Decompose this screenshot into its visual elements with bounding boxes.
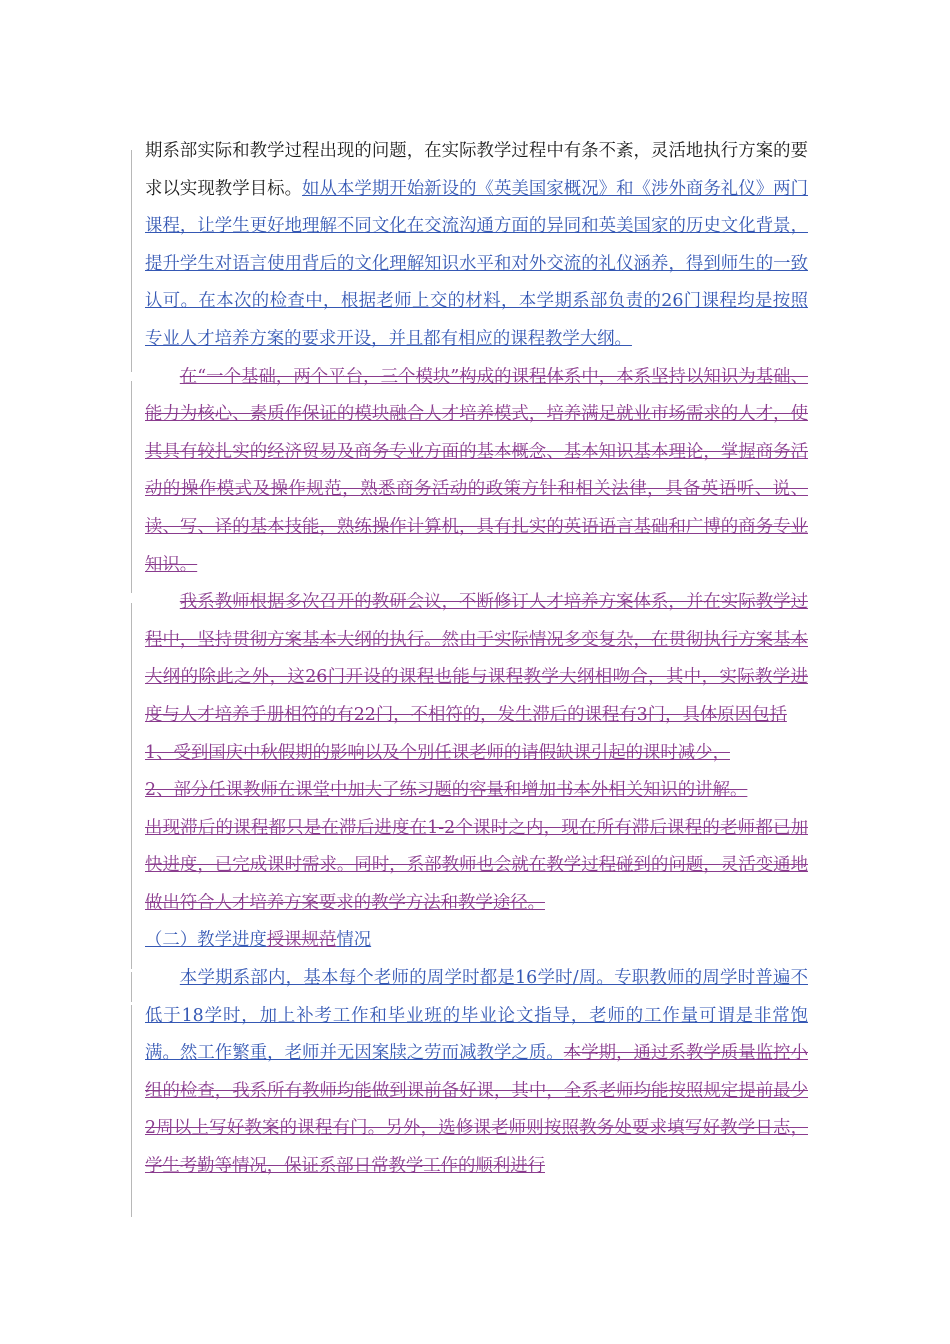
section-heading [145, 922, 808, 960]
inserted-text: 如从本学期开始新设的《英美国家概况》和《涉外商务礼仪》两门课程，让学生更好地理解不同文化在交流沟通方面的异同和英美国家的历史文化背景，提升学生对语言使用背后的文化理解知识水平和对外交流的礼仪涵养，得到师生的一致认可。在本次的检查中，根据老师上交的材料，本学期系部负责的26门课程均是按照专业人才培养方案的要求开设，并且都有相应的课程教学大纲。 [145, 178, 808, 349]
paragraph-3 [145, 584, 808, 734]
plain-text: 期系部实际和教学过程出现的问题，在实际教学过程中有条不紊，灵活地执行方案的要求以实现教学目标。 [145, 141, 808, 199]
inserted-text: （二）教学进度 [145, 930, 267, 951]
paragraph-2 [145, 359, 808, 585]
inserted-text: 本学期系部内，基本每个老师的周学时都是16学时/周。专职教师的周学时普遍不低于18学时，加上补考工作和毕业班的毕业论文指导，老师的工作量可谓是非常饱满。然工作繁重，老师并无因案牍之劳而减教学之质。 [145, 968, 808, 1064]
deleted-text: 我系教师根据多次召开的教研会议，不断修订人才培养方案体系，并在实际教学过程中，坚持贯彻方案基本大纲的执行。然由于实际情况多变复杂，在贯彻执行方案基本大纲的除此之外，这26门开设的课程也能与课程教学大纲相吻合，其中，实际教学进度与人才培养手册相符的有22门，不相符的，发生滞后的课程有3门，具体原因包括 [145, 592, 808, 725]
paragraph-4 [145, 810, 808, 923]
change-bar [131, 972, 132, 1002]
document-body [145, 133, 808, 1186]
change-bar [131, 150, 132, 372]
change-bar [131, 603, 132, 969]
change-bar [131, 381, 132, 593]
list-item-2 [145, 772, 808, 810]
deleted-text: 本学期，通过系教学质量监控小组的检查，我系所有教师均能做到课前备好课，其中，全系老师均能按照规定提前最少2周以上写好教案的课程有门。另外，选修课老师则按照教务处要求填写好教学日志，学生考勤等情况，保证系部日常教学工作的顺利进行 [145, 1043, 808, 1177]
deleted-text: 在“一个基础，两个平台，三个模块”构成的课程体系中，本系坚持以知识为基础、能力为核心、素质作保证的模块融合人才培养模式，培养满足就业市场需求的人才，使其具有较扎实的经济贸易及商务专业方面的基本概念、基本知识基本理论，掌握商务活动的操作模式及操作规范，熟悉商务活动的政策方针和相关法律，具备英语听、说、读、写、译的基本技能，熟练操作计算机，具有扎实的英语语言基础和广博的商务专业知识。 [145, 366, 808, 575]
deleted-text: 2、部分任课教师在课堂中加大了练习题的容量和增加书本外相关知识的讲解。 [145, 780, 748, 801]
paragraph-1 [145, 133, 808, 359]
deleted-text: 授课规范 [266, 930, 337, 951]
list-item-1 [145, 735, 808, 773]
inserted-text: 情况 [336, 930, 372, 951]
deleted-text: 1、受到国庆中秋假期的影响以及个别任课老师的请假缺课引起的课时减少， [145, 742, 730, 763]
paragraph-5 [145, 960, 808, 1186]
deleted-text: 出现滞后的课程都只是在滞后进度在1-2个课时之内，现在所有滞后课程的老师都已加快进度，已完成课时需求。同时，系部教师也会就在教学过程碰到的问题，灵活变通地做出符合人才培养方案要求的教学方法和教学途径。 [145, 817, 808, 913]
change-bar [131, 1005, 132, 1217]
